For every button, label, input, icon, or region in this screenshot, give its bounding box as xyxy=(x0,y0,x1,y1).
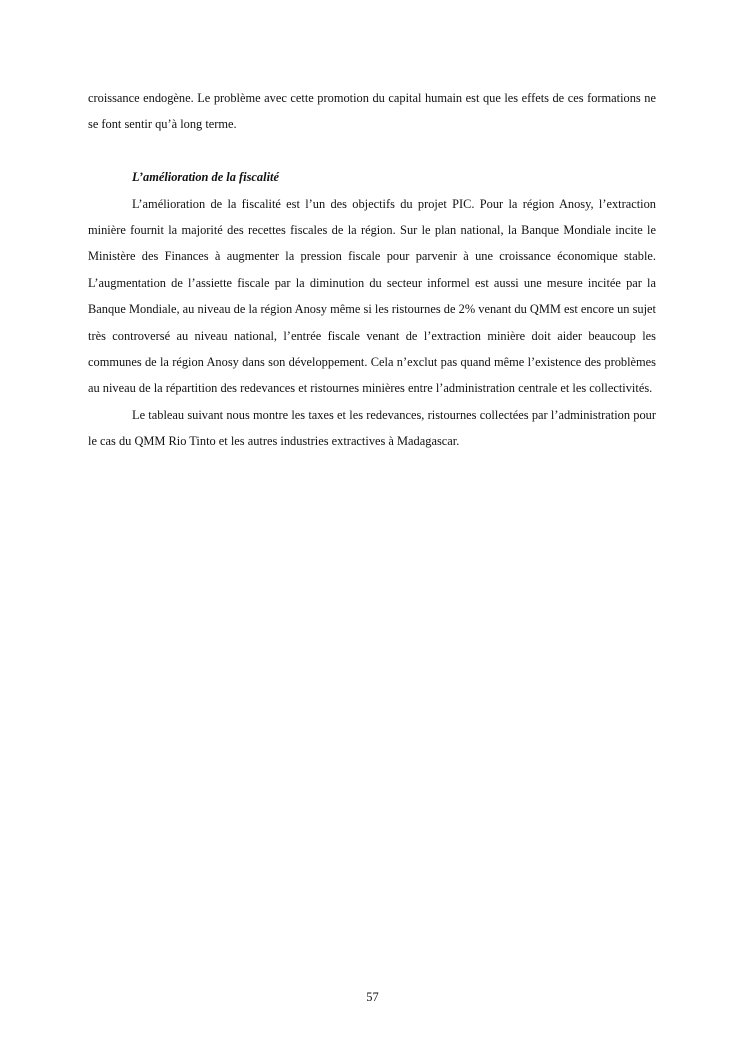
paragraph-continuation: croissance endogène. Le problème avec cette promotion du capital humain est que les effets de ces formations ne se font sentir qu’à long terme. xyxy=(88,91,656,132)
paragraph-tableau: Le tableau suivant nous montre les taxes et les redevances, ristournes collectées par l’administration pour le cas du QMM Rio Tinto et les autres industries extractives à Madagascar. xyxy=(88,407,656,449)
body-text xyxy=(88,85,656,455)
section-heading: L’amélioration de la fiscalité xyxy=(132,170,279,185)
page-number: 57 xyxy=(366,990,379,1004)
paragraph-spacer xyxy=(88,138,656,164)
paragraph-fiscalite: L’amélioration de la fiscalité est l’un des objectifs du projet PIC. Pour la région Anosy, l’extraction minière fournit la majorité des recettes fiscales de la région. Sur le plan national, la Banque Mondiale incite le Ministère des Finances à augmenter la pression fiscale pour parvenir à une croissance économique stable. L’augmentation de l’assiette fiscale par la diminution du secteur informel est aussi une mesure incitée par la Banque Mondiale, au niveau de la région Anosy même si les ristournes de 2% venant du QMM est encore un sujet très controversé au niveau national, l’entrée fiscale venant de l’extraction minière doit aider beaucoup les communes de la région Anosy dans son développement. Cela n’exclut pas quand même l’existence des problèmes au niveau de la répartition des redevances et ristournes minières entre l’administration centrale et les collectivités. xyxy=(88,196,656,396)
